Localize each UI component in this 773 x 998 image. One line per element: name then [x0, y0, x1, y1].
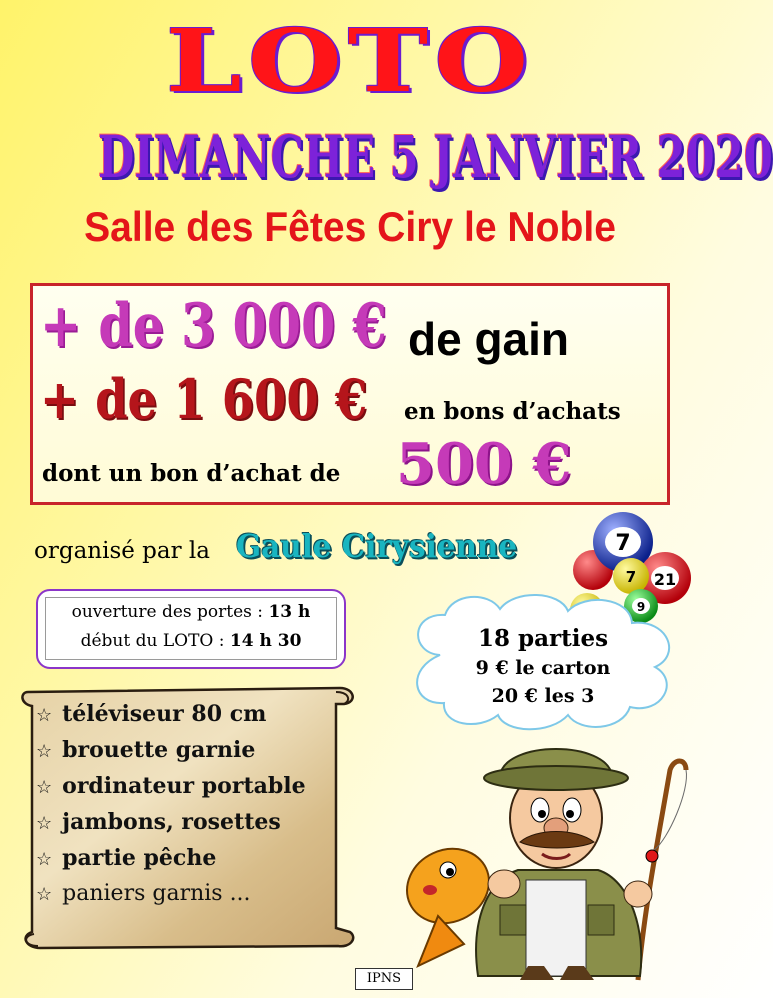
price-triple: 20 € les 3: [491, 685, 595, 707]
prize-label: paniers garnis ...: [62, 881, 251, 906]
pricing-info: [408, 624, 678, 710]
star-icon: ☆: [36, 777, 53, 798]
organizer-prefix: organisé par la: [34, 538, 210, 564]
prize-item: [36, 697, 306, 733]
prize-item: [36, 877, 306, 912]
star-icon: ☆: [36, 741, 53, 762]
star-icon: ☆: [36, 813, 53, 834]
event-date: DIMANCHE 5 JANVIER 2020: [97, 123, 773, 191]
prize-item: [36, 733, 306, 769]
prize-item: [36, 769, 306, 805]
gain-amount-voucher-single: 500 €: [396, 431, 572, 497]
loto-start-label: début du LOTO :: [80, 631, 225, 651]
prize-label: ordinateur portable: [62, 773, 306, 799]
star-icon: ☆: [36, 849, 53, 870]
gain-amount-total: + de 3 000 €: [40, 291, 387, 361]
ball-number: 7: [615, 531, 631, 556]
loto-start-time: 14 h 30: [229, 631, 302, 651]
gain-amount-vouchers: + de 1 600 €: [40, 367, 368, 431]
price-single: 9 € le carton: [475, 657, 611, 679]
star-icon: ☆: [36, 705, 53, 726]
prize-label: partie pêche: [62, 845, 217, 871]
event-venue: Salle des Fêtes Ciry le Noble: [84, 203, 616, 250]
prize-item: [36, 841, 306, 877]
schedule-inner: [45, 597, 337, 660]
ball-number: 21: [653, 570, 677, 589]
ball-number: 7: [625, 568, 637, 586]
doors-open-line: [46, 598, 336, 627]
gain-label-total: de gain: [408, 313, 570, 365]
loto-start-line: [46, 627, 336, 656]
gain-label-vouchers: en bons d’achats: [404, 398, 621, 425]
gain-label-voucher-single: dont un bon d’achat de: [42, 460, 341, 487]
prize-item: [36, 805, 306, 841]
doors-open-time: 13 h: [268, 602, 311, 622]
prize-list: [36, 697, 306, 912]
poster-title: LOTO: [165, 10, 535, 112]
star-icon: ☆: [36, 884, 53, 905]
ipns-label: IPNS: [355, 968, 413, 990]
doors-open-label: ouverture des portes :: [71, 602, 264, 622]
fisherman-illustration: [408, 730, 698, 980]
prize-label: brouette garnie: [62, 737, 256, 763]
games-count: 18 parties: [477, 625, 609, 652]
prize-label: téléviseur 80 cm: [62, 701, 267, 727]
organizer-name: Gaule Cirysienne: [236, 527, 518, 565]
ball-number: 9: [636, 600, 646, 614]
prize-label: jambons, rosettes: [62, 809, 281, 835]
